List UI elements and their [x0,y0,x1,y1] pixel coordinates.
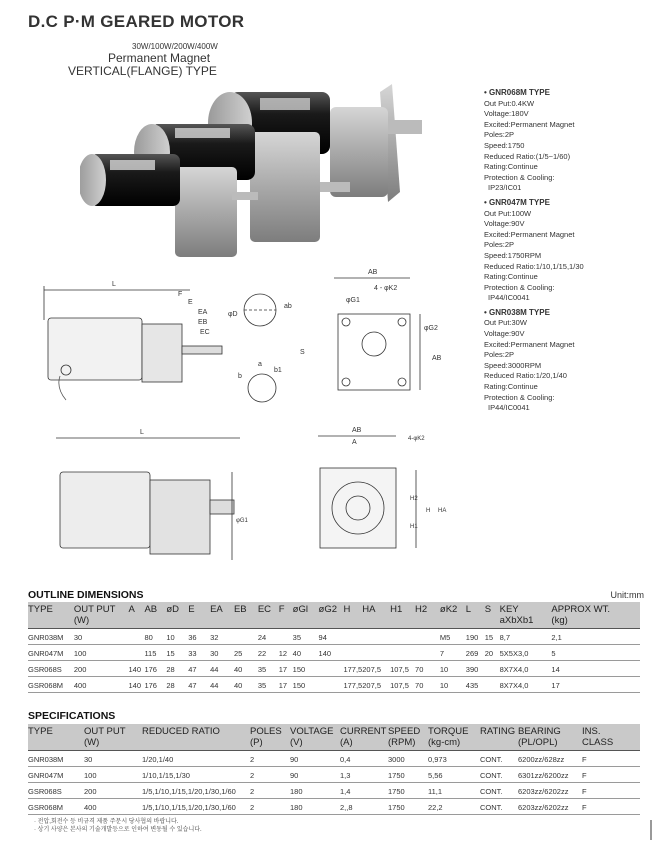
table-cell: 44 [210,661,234,677]
dim-S: S [300,349,305,356]
spec-line: Out Put:100W [484,208,532,218]
table-cell: 12 [279,645,293,661]
table-cell: 35 [293,629,319,645]
table-cell: CONT. [480,767,518,783]
col-header-unit: (P) [250,737,290,751]
table-cell [362,629,390,645]
col-header-unit [343,615,362,629]
flange-front-view-small [300,269,442,390]
col-header: TORQUE [428,724,480,737]
table-cell: 180 [290,799,340,815]
footnotes [34,818,202,834]
table-cell: 207,5 [362,677,390,693]
dim-L-large: L [140,429,144,436]
table-row [28,629,640,645]
dim-K2-large: 4-φK2 [408,436,425,442]
spec-block-gnr047m [484,198,654,304]
table-cell: 28 [166,677,188,693]
col-header-unit: (kg-cm) [428,737,480,751]
spec-line: Speed:3000RPM [484,360,542,370]
spec-line: Rating:Continue [484,272,538,282]
dim-EB: EB [198,319,208,326]
col-header-unit: aXbXb1 [500,615,552,629]
table-cell: 24 [258,629,279,645]
table-cell: 14 [551,661,640,677]
col-header: BEARING [518,724,582,737]
col-header: OUT PUT [84,724,142,737]
dim-phiD: φD [228,311,238,318]
table-cell: 115 [144,645,166,661]
page-edge-mark [650,820,652,840]
col-header-unit [142,737,250,751]
side-view-large [56,429,249,560]
spec-line: Poles:2P [484,350,515,360]
table-cell: 36 [188,629,210,645]
col-header: øD [166,602,188,615]
col-header-unit [480,737,518,751]
table-cell: 1/5,1/10,1/15,1/20,1/30,1/60 [142,799,250,815]
dim-A-large: A [352,439,357,446]
dim-K2: 4 - φK2 [374,285,398,292]
col-header-unit [293,615,319,629]
table-cell: 22 [258,645,279,661]
technical-drawings [0,260,470,580]
table-cell: 200 [74,661,129,677]
table-cell: 40 [234,661,258,677]
col-header: øK2 [440,602,466,615]
table-cell: 15 [166,645,188,661]
table-cell: 435 [466,677,485,693]
table-row [28,783,640,799]
table-cell: 390 [466,661,485,677]
dim-F: F [178,291,183,298]
table-cell: 35 [258,661,279,677]
col-header-unit [28,615,74,629]
table-cell: 94 [319,629,344,645]
table-cell: 10 [440,661,466,677]
spec-model: • GNR047M TYPE [484,198,654,209]
table-cell: 40 [234,677,258,693]
dim-EC: EC [200,329,210,336]
table-row [28,751,640,767]
dim-b1: b1 [274,367,282,374]
footnote: · 전압,회전수 등 비규격 제품 주문시 당사협의 바랍니다. [34,819,179,825]
dim-L: L [112,281,116,288]
spec-header-row [28,724,640,737]
spec-line: Out Put:30W [484,318,527,328]
motor-type-line2: VERTICAL(FLANGE) TYPE [68,64,217,78]
table-cell: 10 [166,629,188,645]
table-cell: 2 [250,799,290,815]
table-cell [128,645,144,661]
table-cell: GSR068M [28,799,84,815]
col-header-unit: (W) [74,615,129,629]
col-header: A [128,602,144,615]
col-header: L [466,602,485,615]
table-cell: GNR047M [28,645,74,661]
dim-G1: φG1 [346,297,360,304]
table-cell: CONT. [480,751,518,767]
col-header-unit: (W) [84,737,142,751]
table-cell: 70 [415,661,440,677]
col-header: VOLTAGE [290,724,340,737]
table-cell: 5X5X3,0 [500,645,552,661]
table-cell: 150 [293,677,319,693]
table-cell: 0,973 [428,751,480,767]
table-cell: 8X7X4,0 [500,677,552,693]
table-row [28,661,640,677]
table-cell: 32 [210,629,234,645]
table-cell: 30 [74,629,129,645]
shaft-end-views [238,294,292,402]
table-cell: 17 [279,677,293,693]
col-header-unit [210,615,234,629]
table-cell: 10 [440,677,466,693]
outline-header-row [28,602,640,615]
spec-line: IP23/IC01 [488,183,522,193]
power-range: 30W/100W/200W/400W [132,42,218,51]
col-header: øG2 [319,602,344,615]
table-cell: 80 [144,629,166,645]
col-header: AB [144,602,166,615]
table-cell: 25 [234,645,258,661]
table-cell: 100 [74,645,129,661]
spec-header-row-units [28,737,640,751]
col-header: OUT PUT [74,602,129,615]
table-cell: 15 [485,629,500,645]
col-header-unit: (A) [340,737,388,751]
table-cell: 100 [84,767,142,783]
table-cell: 1750 [388,783,428,799]
col-header-unit [390,615,415,629]
table-cell: 33 [188,645,210,661]
outline-table-body [28,629,640,693]
table-row [28,677,640,693]
spec-line: Rating:Continue [484,382,538,392]
outline-title: OUTLINE DIMENSIONS [28,589,144,601]
table-cell: 1/5,1/10,1/15,1/20,1/30,1/60 [142,783,250,799]
dim-AB-vertical: AB [432,355,442,362]
table-cell: 40 [293,645,319,661]
table-cell: 2,,8 [340,799,388,815]
table-cell: 177,5 [343,677,362,693]
table-cell: 1/10,1/15,1/30 [142,767,250,783]
table-cell: 190 [466,629,485,645]
table-cell [485,677,500,693]
spec-model: • GNR068M TYPE [484,88,654,99]
table-cell [319,677,344,693]
spec-block-gnr068m [484,88,654,194]
dim-ab: ab [284,303,292,310]
spec-line: Reduced Ratio:1/10,1/15,1/30 [484,261,584,271]
table-cell: 7 [440,645,466,661]
spec-line: Voltage:90V [484,329,525,339]
col-header-unit [440,615,466,629]
col-header: EC [258,602,279,615]
table-cell: 2 [250,767,290,783]
spec-line: Rating:Continue [484,162,538,172]
col-header-unit [466,615,485,629]
table-cell: F [582,799,640,815]
col-header: KEY [500,602,552,615]
table-cell: 177,5 [343,661,362,677]
table-cell: 200 [84,783,142,799]
col-header: APPROX WT. [551,602,640,615]
table-cell: 30 [84,751,142,767]
table-cell: GSR068S [28,783,84,799]
col-header-unit [28,737,84,751]
col-header-unit [144,615,166,629]
table-cell: 35 [258,677,279,693]
col-header-unit: (V) [290,737,340,751]
table-cell: 8,7 [500,629,552,645]
dim-HA: HA [438,508,447,514]
spec-line: Voltage:180V [484,109,529,119]
table-cell: F [582,783,640,799]
col-header: H [343,602,362,615]
col-header: POLES [250,724,290,737]
col-header: H1 [390,602,415,615]
table-cell [128,629,144,645]
spec-line: Reduced Ratio:(1/5~1/60) [484,151,571,161]
table-cell: 176 [144,661,166,677]
spec-model: • GNR038M TYPE [484,308,654,319]
specifications-table [28,724,640,815]
table-cell: 400 [84,799,142,815]
table-cell: 6200zz/628zz [518,751,582,767]
col-header: CURRENT [340,726,387,737]
table-cell: 90 [290,751,340,767]
product-photo [80,62,460,270]
table-cell: 6301zz/6200zz [518,767,582,783]
col-header-unit: CLASS [582,737,640,751]
dim-phiG1-large: φG1 [236,518,248,524]
col-header: RATING [480,724,518,737]
table-cell: CONT. [480,783,518,799]
dim-AB: AB [368,269,378,276]
specifications-table-body [28,751,640,815]
table-cell [390,629,415,645]
table-cell: GNR038M [28,629,74,645]
table-cell: GSR068S [28,661,74,677]
spec-line: Protection & Cooling: [484,392,555,402]
table-cell [415,645,440,661]
table-cell: GSR068M [28,677,74,693]
table-cell: 22,2 [428,799,480,815]
table-cell: 5,56 [428,767,480,783]
table-cell: 70 [415,677,440,693]
col-header-unit [128,615,144,629]
outline-header-row-units [28,615,640,629]
table-cell: 30 [210,645,234,661]
table-cell: 1/20,1/40 [142,751,250,767]
table-cell [234,629,258,645]
col-header-unit [485,615,500,629]
col-header-unit [415,615,440,629]
col-header-unit [234,615,258,629]
table-cell: 6203zz/6202zz [518,799,582,815]
specifications-title: SPECIFICATIONS [28,710,116,722]
spec-line: Excited:Permanent Magnet [484,229,575,239]
col-header: S [485,602,500,615]
table-cell: 176 [144,677,166,693]
table-cell [343,629,362,645]
dim-G2: φG2 [424,325,438,332]
table-cell: 8X7X4,0 [500,661,552,677]
table-cell [343,645,362,661]
table-cell: 17 [279,661,293,677]
col-header: EB [234,602,258,615]
table-cell [390,645,415,661]
motor-type-line1: Permanent Magnet [108,51,211,65]
table-cell [415,629,440,645]
table-cell: GNR047M [28,767,84,783]
col-header: F [279,602,293,615]
spec-list [484,84,654,414]
table-cell: 28 [166,661,188,677]
footnote: · 상기 사양은 본사의 기술개발등으로 인하여 변동될 수 있습니다. [34,827,202,833]
col-header: INS. [582,724,640,737]
table-cell: 1750 [388,799,428,815]
col-header: TYPE [28,724,84,737]
table-cell: 5 [551,645,640,661]
spec-line: Protection & Cooling: [484,172,555,182]
table-cell: M5 [440,629,466,645]
table-cell: F [582,751,640,767]
col-header: SPEED [388,724,428,737]
table-cell: 140 [128,677,144,693]
spec-line: Out Put:0.4KW [484,98,535,108]
dim-H: H [426,508,431,514]
col-header: øGl [293,602,319,615]
spec-line: Voltage:90V [484,219,525,229]
col-header-unit: (RPM) [388,737,428,751]
col-header-unit [279,615,293,629]
table-cell [319,661,344,677]
spec-line: Poles:2P [484,240,515,250]
col-header-unit [319,615,344,629]
dim-E: E [188,299,193,306]
dim-H1: H1 [410,524,418,530]
table-cell: 2 [250,751,290,767]
spec-line: IP44/IC0041 [488,293,530,303]
table-cell: 2,1 [551,629,640,645]
table-cell: 1,3 [340,767,388,783]
dim-b: b [238,373,242,380]
table-cell: 1,4 [340,783,388,799]
spec-line: IP44/IC0041 [488,403,530,413]
table-cell: 11,1 [428,783,480,799]
table-cell: 47 [188,677,210,693]
table-cell: 107,5 [390,661,415,677]
col-header: TYPE [28,602,74,615]
side-view-small [44,281,238,400]
col-header: HA [362,602,390,615]
table-cell: 47 [188,661,210,677]
col-header-unit [188,615,210,629]
col-header-unit [258,615,279,629]
table-cell: 400 [74,677,129,693]
table-cell: 6203zz/6202zz [518,783,582,799]
table-cell: 44 [210,677,234,693]
spec-block-gnr038m [484,308,654,414]
table-cell: 0,4 [340,751,388,767]
flange-front-view-large [318,427,446,548]
table-cell: 140 [128,661,144,677]
unit-label: Unit:mm [610,590,644,600]
outline-dimensions-table [28,602,640,693]
col-header: E [188,602,210,615]
spec-line: Speed:1750RPM [484,250,542,260]
table-cell: 20 [485,645,500,661]
col-header-unit: (kg) [551,615,640,629]
dim-a: a [258,361,262,368]
table-cell: 107,5 [390,677,415,693]
page-title: D.C P·M GEARED MOTOR [28,12,245,31]
col-header-unit: (PL/OPL) [518,737,582,751]
table-cell: 3000 [388,751,428,767]
table-cell: 207,5 [362,661,390,677]
table-cell: 90 [290,767,340,783]
spec-line: Excited:Permanent Magnet [484,119,575,129]
spec-line: Poles:2P [484,130,515,140]
spec-line: Speed:1750 [484,140,525,150]
table-cell: 2 [250,783,290,799]
table-cell: F [582,767,640,783]
table-cell: 17 [551,677,640,693]
table-cell [279,629,293,645]
spec-line: Reduced Ratio:1/20,1/40 [484,371,567,381]
table-cell: 180 [290,783,340,799]
spec-line: Excited:Permanent Magnet [484,339,575,349]
spec-line: Protection & Cooling: [484,282,555,292]
col-header: REDUCED RATIO [142,724,250,737]
table-row [28,799,640,815]
table-cell: 269 [466,645,485,661]
col-header-unit [166,615,188,629]
table-cell: 150 [293,661,319,677]
table-row [28,767,640,783]
table-cell: 140 [319,645,344,661]
table-cell: GNR038M [28,751,84,767]
dim-H2: H2 [410,496,418,502]
table-cell [485,661,500,677]
table-row [28,645,640,661]
col-header-unit [362,615,390,629]
table-cell [362,645,390,661]
table-cell: 1750 [388,767,428,783]
dim-AB-large: AB [352,427,362,434]
col-header: H2 [415,602,440,615]
motor-small [80,154,258,257]
col-header: EA [210,602,234,615]
table-cell: CONT. [480,799,518,815]
dim-EA: EA [198,309,208,316]
